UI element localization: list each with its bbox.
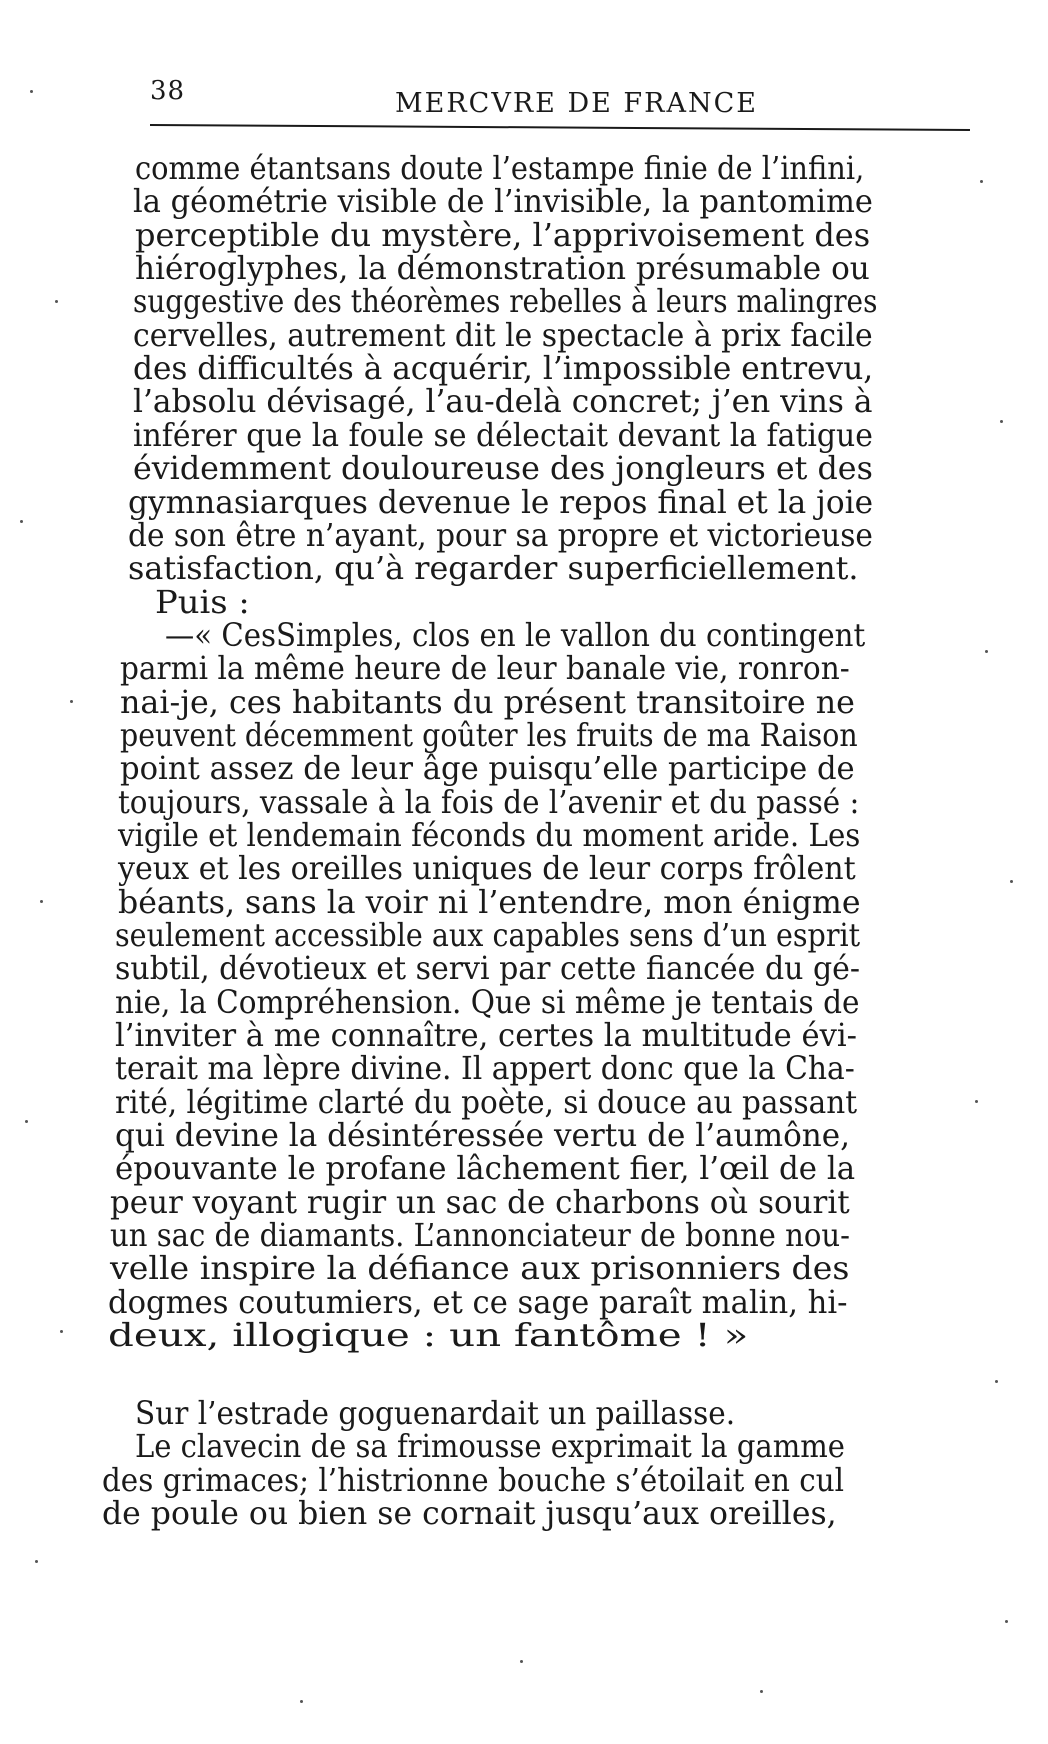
text-line: velle inspire la défiance aux prisonniers des: [110, 1249, 850, 1287]
text-line: parmi la même heure de leur banale vie, ronron-: [120, 649, 850, 687]
text-line: la géométrie visible de l’invisible, la pantomime: [133, 182, 873, 220]
text-line: vigile et lendemain féconds du moment aride. Les: [118, 816, 861, 854]
text-line: des grimaces; l’histrionne bouche s’étoilait en cul: [102, 1461, 845, 1499]
scan-speck: [995, 1380, 998, 1383]
scan-speck: [760, 1690, 763, 1693]
header-rule: [150, 124, 970, 131]
scan-speck: [985, 650, 988, 653]
text-line: subtil, dévotieux et servi par cette fiancée du gé-: [115, 949, 861, 987]
text-line: gymnasiarques devenue le repos final et la joie: [128, 483, 874, 521]
text-line: point assez de leur âge puisqu’elle participe de: [120, 749, 855, 787]
scan-speck: [20, 520, 23, 523]
text-line: deux, illogique : un fantôme ! »: [108, 1316, 749, 1354]
text-line: l’inviter à me connaître, certes la multitude évi-: [115, 1016, 857, 1054]
text-line: satisfaction, qu’à regarder superficiellement.: [128, 549, 859, 587]
page-number: 38: [150, 76, 186, 106]
text-line: Sur l’estrade goguenardait un paillasse.: [135, 1394, 736, 1432]
scan-speck: [975, 1100, 978, 1103]
text-line: nai-je, ces habitants du présent transitoire ne: [120, 683, 855, 721]
scan-speck: [980, 180, 983, 183]
text-line: yeux et les oreilles uniques de leur corps frôlent: [118, 849, 856, 887]
scan-speck: [35, 1560, 38, 1563]
text-line: hiéroglyphes, la démonstration présumable ou: [135, 249, 870, 287]
scan-speck: [300, 1700, 303, 1703]
text-line: évidemment douloureuse des jongleurs et des: [133, 449, 873, 487]
scan-speck: [70, 700, 73, 703]
text-line: perceptible du mystère, l’apprivoisement des: [135, 216, 871, 254]
text-line: toujours, vassale à la fois de l’avenir et du passé :: [118, 783, 860, 821]
text-line: épouvante le profane lâchement fier, l’œil de la: [115, 1149, 856, 1187]
text-line: de poule ou bien se cornait jusqu’aux oreilles,: [102, 1494, 837, 1532]
text-line: béants, sans la voir ni l’entendre, mon énigme: [118, 883, 861, 921]
scan-speck: [1005, 1620, 1008, 1623]
scan-speck: [30, 90, 33, 93]
text-line: comme étantsans doute l’estampe finie de l’infini,: [135, 149, 865, 187]
text-line: peur voyant rugir un sac de charbons où sourit: [110, 1183, 850, 1221]
text-line: un sac de diamants. L’annonciateur de bonne nou-: [110, 1216, 850, 1254]
text-line: des difficultés à acquérir, l’impossible entrevu,: [133, 349, 874, 387]
scan-speck: [520, 1660, 523, 1663]
text-line: Puis :: [155, 583, 250, 621]
text-line: dogmes coutumiers, et ce sage paraît malin, hi-: [108, 1283, 848, 1321]
text-line: nie, la Compréhension. Que si même je tentais de: [115, 983, 860, 1021]
text-line: rité, légitime clarté du poète, si douce au passant: [115, 1083, 858, 1121]
text-line: de son être n’ayant, pour sa propre et victorieuse: [128, 516, 873, 554]
scan-speck: [1010, 880, 1013, 883]
scan-speck: [25, 1120, 28, 1123]
scan-speck: [40, 900, 43, 903]
text-line: qui devine la désintéressée vertu de l’aumône,: [115, 1116, 851, 1154]
scan-speck: [1000, 420, 1003, 423]
text-line: seulement accessible aux capables sens d’un esprit: [115, 916, 861, 954]
text-line: suggestive des théorèmes rebelles à leurs malingres: [133, 282, 878, 320]
text-line: peuvent décemment goûter les fruits de ma Raison: [120, 716, 858, 754]
text-line: l’absolu dévisagé, l’au-delà concret; j’en vins à: [133, 382, 873, 420]
running-head: MERCVRE DE FRANCE: [395, 88, 758, 119]
text-line: cervelles, autrement dit le spectacle à prix facile: [133, 316, 873, 354]
text-line: Le clavecin de sa frimousse exprimait la gamme: [135, 1427, 845, 1465]
text-line: terait ma lèpre divine. Il appert donc que la Cha-: [115, 1049, 855, 1087]
text-line: —« CesSimples, clos en le vallon du contingent: [165, 616, 866, 654]
scan-speck: [55, 300, 58, 303]
text-line: inférer que la foule se délectait devant la fatigue: [133, 416, 873, 454]
scan-speck: [60, 1330, 63, 1333]
